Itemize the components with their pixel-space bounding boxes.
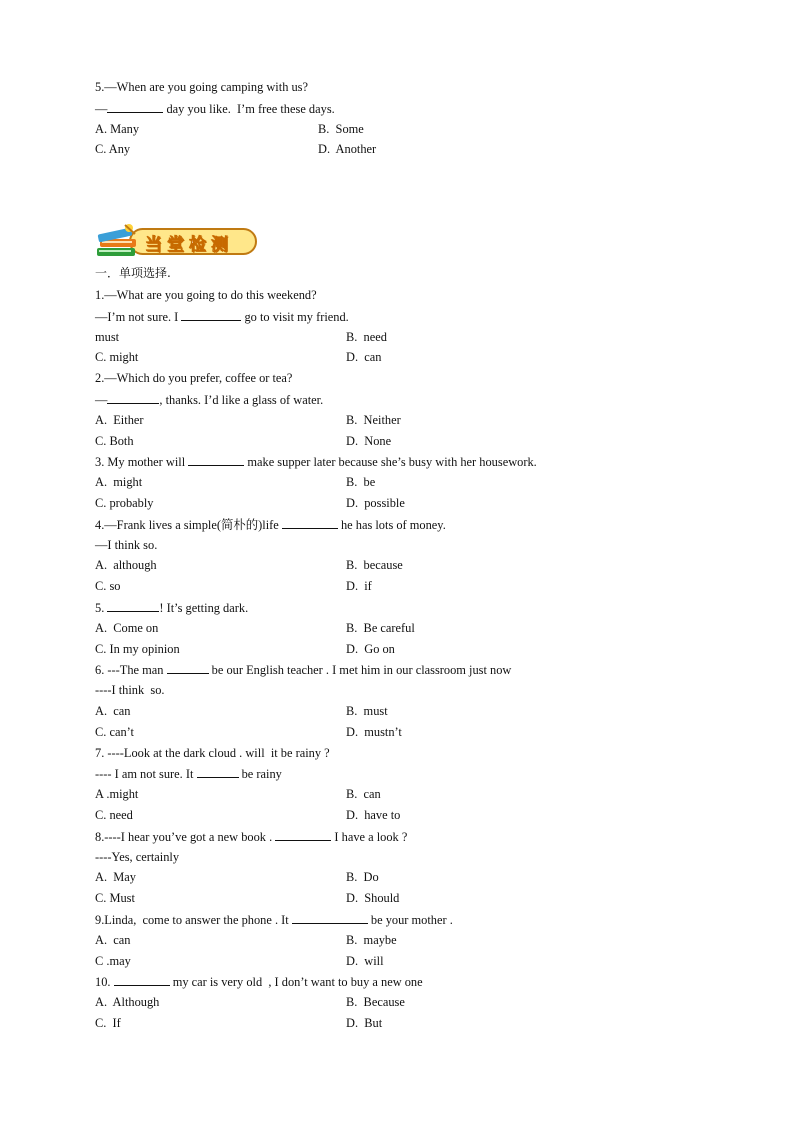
question-2-option-c: C. Both [95,434,134,448]
question-1-option-d: D. can [346,350,382,364]
question-5-line [95,599,248,616]
question-6-option-a: A. can [95,704,131,718]
question-text: — [95,393,108,407]
question-8-line [95,828,407,845]
question-3-option-a: A. might [95,475,143,489]
question-text: 7. ----Look at the dark cloud . will it be rainy ? [95,746,330,760]
answer-blank [107,391,159,404]
question-6-line [95,661,511,678]
question-7-option-a: A .might [95,787,139,801]
question-text: —I’m not sure. I [95,310,182,324]
question-2-option-a: A. Either [95,413,144,427]
question-text: 5. [95,601,108,615]
question-3-line [95,453,537,470]
banner-title: 当堂检测 [145,235,233,255]
question-7-option-b: B. can [346,787,381,801]
answer-blank [107,100,163,113]
question-6-option-c: C. can’t [95,725,134,739]
q5-top-option-d: D. Another [318,142,377,156]
answer-blank [188,453,244,466]
question-10-option-c: C. If [95,1016,121,1030]
question-2-option-d: D. None [346,434,392,448]
question-7-option-d: D. have to [346,808,401,822]
answer-blank [197,765,239,778]
question-text: be your mother . [367,913,453,927]
books-icon [95,222,143,260]
question-9-option-d: D. will [346,954,384,968]
question-text: be rainy [238,767,282,781]
section-title: 一．单项选择. [95,266,171,280]
question-9-line [95,911,453,928]
question-text: ! It’s getting dark. [159,601,249,615]
question-text: 8.----I hear you’ve got a new book . [95,830,276,844]
question-text: , thanks. I’d like a glass of water. [159,393,324,407]
question-7-line [95,765,282,782]
question-text: ---- I am not sure. It [95,767,197,781]
question-1-option-c: C. might [95,350,139,364]
question-6-line [95,682,165,698]
answer-blank [292,911,368,924]
question-text: my car is very old , I don’t want to buy a new one [169,975,423,989]
question-3-option-d: D. possible [346,496,405,510]
question-10-option-d: D. But [346,1016,383,1030]
question-5-option-b: B. Be careful [346,621,415,635]
question-text: 2.—Which do you prefer, coffee or tea? [95,371,293,385]
question-1-line [95,308,349,325]
question-text: ----Yes, certainly [95,850,180,864]
question-10-option-b: B. Because [346,995,405,1009]
question-6-option-b: B. must [346,704,388,718]
q5-top-option-c: C. Any [95,142,131,156]
q5-top-option-b: B. Some [318,122,364,136]
question-9-option-b: B. maybe [346,933,397,947]
answer-blank [107,599,159,612]
question-9-option-c: C .may [95,954,131,968]
question-text: ----I think so. [95,683,165,697]
question-text: 1.—What are you going to do this weekend? [95,288,317,302]
question-1-line [95,287,317,303]
answer-blank [181,308,241,321]
question-4-line [95,537,157,553]
question-4-option-a: A. although [95,558,157,572]
question-text: 10. [95,975,114,989]
q5-top-answer-line: — day you like. I’m free these days. [95,102,335,116]
question-5-option-d: D. Go on [346,642,395,656]
question-text: 9.Linda, come to answer the phone . It [95,913,292,927]
question-4-option-b: B. because [346,558,403,572]
answer-blank [114,973,170,986]
question-2-line [95,391,323,408]
answer-blank [275,828,331,841]
question-1-option-b: B. need [346,330,387,344]
question-2-line [95,370,292,386]
question-8-option-b: B. Do [346,870,379,884]
question-text: he has lots of money. [337,518,446,532]
question-text: I have a look ? [331,830,408,844]
question-text: make supper later because she’s busy with her housework. [244,455,537,469]
answer-blank [282,516,338,529]
question-text: —I think so. [95,538,158,552]
question-8-line [95,849,179,865]
question-5-option-c: C. In my opinion [95,642,180,656]
question-10-line [95,973,423,990]
question-7-option-c: C. need [95,808,133,822]
question-3-option-b: B. be [346,475,376,489]
question-8-option-d: D. Should [346,891,400,905]
question-6-option-d: D. mustn’t [346,725,402,739]
answer-blank [167,661,209,674]
question-8-option-c: C. Must [95,891,135,905]
question-4-option-d: D. if [346,579,372,593]
q5-top-question: 5.—When are you going camping with us? [95,80,309,94]
section-banner [95,222,260,260]
question-text: go to visit my friend. [241,310,349,324]
question-text: be our English teacher . I met him in our classroom just now [208,663,512,677]
question-text: 3. My mother will [95,455,189,469]
question-3-option-c: C. probably [95,496,154,510]
question-2-option-b: B. Neither [346,413,401,427]
question-8-option-a: A. May [95,870,136,884]
question-7-line [95,745,330,761]
question-4-option-c: C. so [95,579,121,593]
question-text: 4.—Frank lives a simple(简朴的)life [95,518,282,532]
question-5-option-a: A. Come on [95,621,159,635]
question-1-option-a: must [95,330,120,344]
question-text: 6. ---The man [95,663,167,677]
question-10-option-a: A. Although [95,995,160,1009]
question-9-option-a: A. can [95,933,131,947]
question-4-line [95,516,446,533]
q5-top-option-a: A. Many [95,122,140,136]
